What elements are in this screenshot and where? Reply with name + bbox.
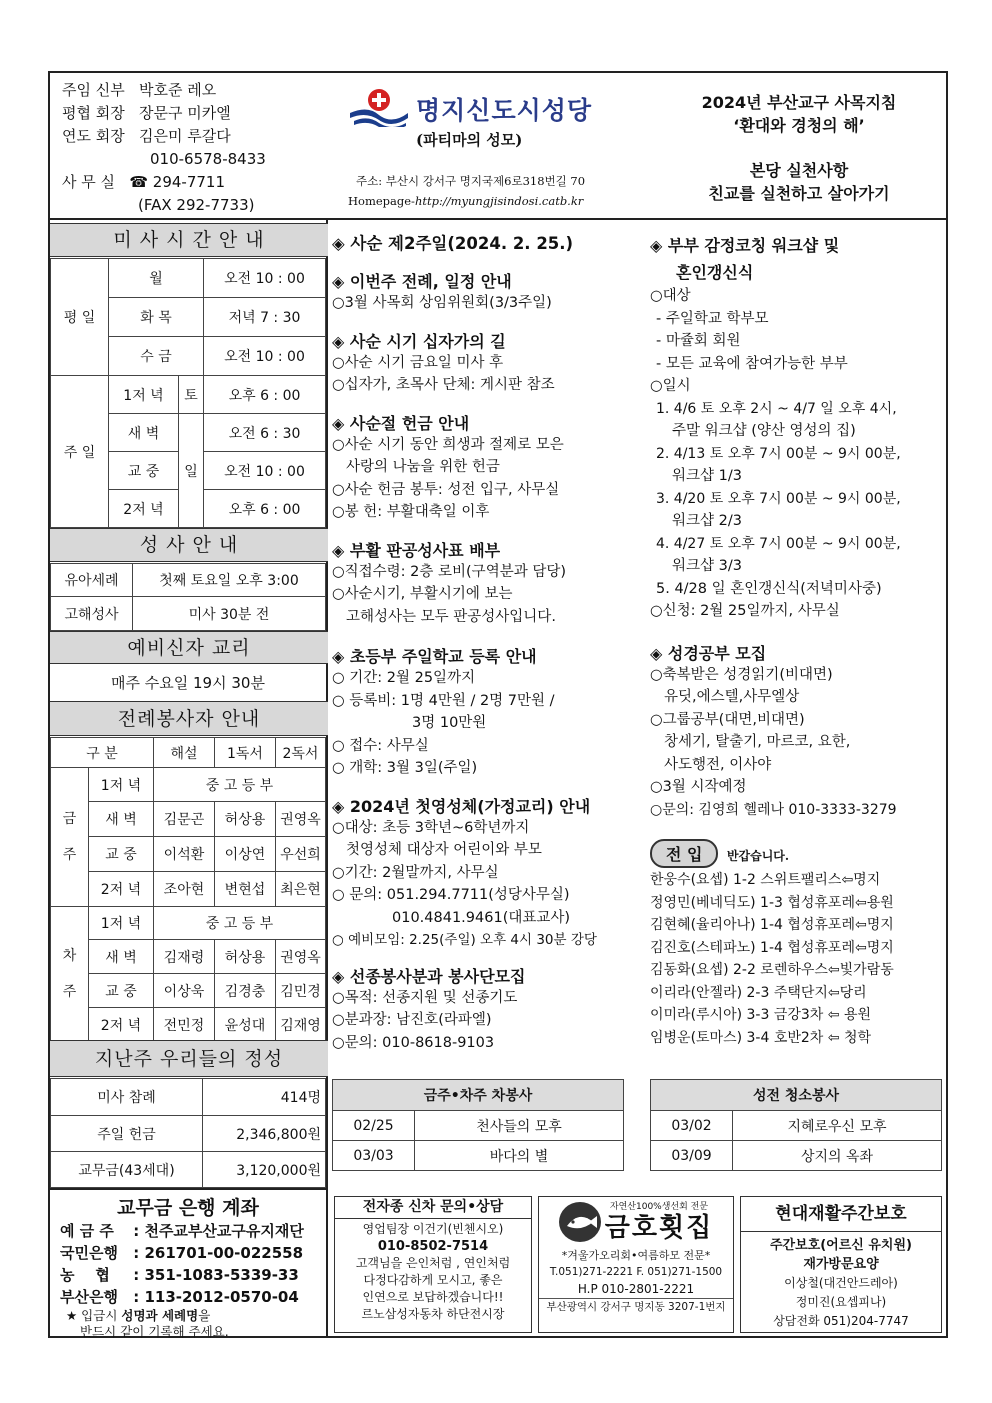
mass-name: 2저 녁: [109, 490, 179, 528]
article-line: 고해성사는 모두 판공성사입니다.: [346, 608, 556, 625]
article-line: 1. 4/6 토 오후 2시 ~ 4/7 일 오후 4시,: [656, 400, 897, 417]
article-line: 워크샵 2/3: [672, 513, 742, 529]
article-line: - 마쥴회 회원: [656, 333, 741, 349]
tea-date: 03/03: [333, 1141, 415, 1171]
article-line: ○기간: 2월말까지, 사무실: [332, 864, 499, 881]
article-line: ○사순 헌금 봉투: 성전 입구, 사무실: [332, 481, 560, 498]
office-row: 사 무 실 ☎ 294-7711: [62, 173, 225, 191]
sacrament-value: 미사 30분 전: [133, 597, 326, 631]
article-line: ○대상: 초등 3학년~6학년까지: [332, 819, 530, 836]
server-name: 김문곤: [153, 802, 214, 837]
server-name: 조아현: [153, 872, 214, 907]
article-title: ◈ 2024년 첫영성체(가정교리) 안내: [332, 796, 591, 816]
ad-line: 재가방문요양: [803, 1257, 879, 1272]
article-line: ○신청: 2월 25일까지, 사무실: [650, 603, 840, 619]
mass-time: 오후 6 : 00: [204, 376, 326, 414]
weekday-label: 평 일: [51, 259, 109, 376]
ad-line: 부산광역시 강서구 명지동 3207-1번지: [539, 1298, 733, 1316]
article-line: ○ 문의: 051.294.7711(성당사무실): [332, 887, 570, 903]
article-line: 3명 10만원: [412, 715, 487, 731]
article-line: ○십자가, 초목사 단체: 게시판 참조: [332, 377, 555, 393]
mass-table: [50, 258, 326, 528]
article-line: - 모든 교육에 참여가능한 부부: [656, 355, 848, 372]
sacrament-title: 성 사 안 내: [50, 528, 328, 562]
mass-day: 화 목: [109, 298, 204, 337]
server-name: 김재영: [275, 1008, 325, 1042]
ad-restaurant: [538, 1196, 734, 1333]
server-name: 이상욱: [153, 974, 214, 1008]
mass-time: 오후 6 : 00: [204, 490, 326, 528]
tea-name: 천사들의 모후: [415, 1111, 624, 1141]
guideline-box: [654, 91, 944, 205]
ad-line: 이상철(대건안드레아): [784, 1276, 898, 1290]
ad-phone: 010-8502-7514: [377, 1239, 489, 1254]
church-name: 명지신도시성당: [416, 96, 593, 125]
ad-car-dealer: [334, 1196, 532, 1333]
newcomer-row: 이리라(안젤라) 2-3 주택단지⇦당리: [650, 984, 867, 1001]
sacrament-name: 고해성사: [51, 597, 133, 631]
newcomer-row: 김진호(스테파노) 1-4 협성휴포레⇦명지: [650, 939, 894, 956]
article-title: ◈ 부활 판공성사표 배부: [332, 540, 501, 560]
article-line: ○ 접수: 사무실: [332, 737, 429, 754]
bank-row: 부산은행 : 113-2012-0570-04: [60, 1288, 299, 1306]
bank-row: 예 금 주 : 천주교부산교구유지재단: [60, 1222, 304, 1240]
server-name: 윤성대: [214, 1008, 275, 1042]
server-mass: 1저 녁: [89, 907, 154, 940]
cleaning-service-title: 성전 청소봉사: [651, 1080, 942, 1111]
catechumen-title: 예비신자 교리: [50, 631, 328, 664]
mass-time: 오전 10 : 00: [204, 259, 326, 298]
article-title: 혼인갱신식: [676, 263, 754, 282]
article-title: ◈ 성경공부 모집: [650, 643, 767, 663]
bulletin-page: [48, 71, 948, 1338]
ad-line: 인연으로 보답하겠습니다!!: [362, 1290, 504, 1304]
cleaning-date: 03/09: [651, 1141, 733, 1171]
mass-weekday: 토: [179, 376, 204, 414]
bank-row: 농 협 : 351-1083-5339-33: [60, 1266, 299, 1284]
bank-row: 국민은행 : 261701-00-022558: [60, 1244, 304, 1262]
ad-title: 전자종 신차 문의•상담: [335, 1197, 531, 1219]
cleaning-name: 지혜로우신 모후: [733, 1111, 942, 1141]
article-line: ○대상: [650, 288, 691, 304]
sacrament-table: [50, 563, 326, 631]
server-name: 최은현: [275, 872, 325, 907]
server-name: 김재령: [153, 940, 214, 974]
sunday-label: 주 일: [51, 376, 109, 528]
mass-time: 오전 10 : 00: [204, 337, 326, 376]
server-name: 허상용: [214, 940, 275, 974]
article-line: ○직접수령: 2층 로비(구역분과 담당): [332, 563, 566, 580]
mass-weekday: 일: [179, 414, 204, 528]
article-line: ○사순 시기 동안 희생과 절제로 모은: [332, 436, 564, 453]
offering-value: 2,346,800원: [203, 1116, 326, 1152]
cleaning-service-table: [650, 1079, 942, 1171]
guideline-slogan: ‘환대와 경청의 해’: [733, 116, 865, 135]
mass-day: 월: [109, 259, 204, 298]
welcome-badge: 전 입: [650, 839, 718, 868]
sacrament-value: 첫째 토요일 오후 3:00: [133, 564, 326, 597]
ad-line: *겨울가오리회•여름하모 전문*: [561, 1249, 711, 1262]
ad-line: H.P 010-2801-2221: [577, 1282, 695, 1296]
staff-row: 주임 신부 박호준 레오: [62, 81, 217, 99]
tea-service-table: [332, 1079, 624, 1171]
article-title: ◈ 사순 시기 십자가의 길: [332, 331, 506, 351]
office-fax: (FAX 292-7733): [138, 196, 255, 214]
article-line: ○일시: [650, 378, 691, 394]
article-title: ◈ 이번주 전례, 일정 안내: [332, 272, 512, 291]
article-line: 5. 4/28 일 혼인갱신식(저녁미사중): [656, 580, 882, 597]
church-address: 주소: 부산시 강서구 명지국제6로318번길 70: [356, 174, 586, 188]
server-header: 2독서: [275, 738, 325, 768]
article-line: 2. 4/13 토 오후 7시 00분 ~ 9시 00분,: [656, 445, 901, 462]
article-line: ○문의: 010-8618-9103: [332, 1034, 495, 1051]
sacrament-name: 유아세례: [51, 564, 133, 597]
mass-time: 오전 10 : 00: [204, 452, 326, 490]
ad-daycare: [740, 1196, 942, 1333]
bank-title: 교무금 은행 계좌: [117, 1197, 259, 1219]
article-line: ○ 개학: 3월 3일(주일): [332, 760, 478, 776]
staff-row: 연도 회장 김은미 루갈다: [62, 127, 231, 145]
server-mass: 교 중: [89, 837, 154, 872]
server-mass: 교 중: [89, 974, 154, 1008]
article-line: ○3월 사목회 상임위원회(3/3주일): [332, 295, 552, 311]
newcomer-row: 정영민(베네딕도) 1-3 협성휴포레⇦용원: [650, 894, 894, 911]
article-title: ◈ 사순절 헌금 안내: [332, 413, 470, 433]
ad-restaurant-name: 금호횟집: [604, 1213, 714, 1243]
cleaning-name: 상지의 옥좌: [733, 1141, 942, 1171]
server-name: 이상연: [214, 837, 275, 872]
article-line: ○축복받은 성경읽기(비대면): [650, 666, 833, 683]
mass-time: 오전 6 : 30: [204, 414, 326, 452]
article-line: ○목적: 선종지원 및 선종기도: [332, 989, 518, 1006]
right-column: [650, 233, 946, 1049]
catechumen-time: 매주 수요일 19시 30분: [111, 674, 265, 692]
mass-time: 저녁 7 : 30: [204, 298, 326, 337]
offering-name: 미사 참례: [51, 1079, 203, 1116]
offering-table: [50, 1078, 326, 1188]
ad-line: 영업팀장 이건기(빈첸시오): [362, 1222, 504, 1236]
article-line: 창세기, 탈출기, 마르코, 요한,: [664, 734, 851, 750]
staff-phone: 010-6578-8433: [150, 150, 266, 168]
server-title: 전례봉사자 안내: [50, 701, 328, 736]
article-line: ○봉 헌: 부활대축일 이후: [332, 504, 490, 520]
bank-box: [50, 1188, 326, 1339]
article-title: ◈ 선종봉사분과 봉사단모집: [332, 966, 526, 986]
article-line: 주말 워크샵 (양산 영성의 집): [672, 423, 856, 439]
fish-logo-icon: [559, 1202, 601, 1242]
mass-title: 미 사 시 간 안 내: [50, 223, 328, 257]
homepage-link[interactable]: http://myungjisindosi.catb.kr: [414, 194, 584, 208]
ad-line: T.051)271-2221 F. 051)271-1500: [549, 1266, 723, 1278]
tea-service-title: 금주•차주 차봉사: [333, 1080, 624, 1111]
header-staff: [62, 79, 292, 217]
practice-text: 친교를 실천하고 살아가기: [708, 184, 890, 203]
ad-line: 정미진(요셉피나): [795, 1295, 887, 1309]
ad-line: 다정다감하게 모시고, 좋은: [363, 1273, 503, 1287]
server-table: [50, 737, 326, 1042]
article-line: 3. 4/20 토 오후 7시 00분 ~ 9시 00분,: [656, 490, 901, 507]
article-line: ○사순시기, 부활시기에 보는: [332, 586, 513, 602]
offering-name: 교무금(43세대): [51, 1152, 203, 1188]
church-homepage[interactable]: Homepage-http://myungjisindosi.catb.kr: [348, 194, 584, 208]
ad-tagline: 자연산100%생선회 전문: [609, 1202, 709, 1212]
ad-line: 주간보호(어르신 유치원): [770, 1238, 912, 1253]
tea-name: 바다의 별: [415, 1141, 624, 1171]
article-line: 사랑의 나눔을 위한 헌금: [346, 459, 500, 475]
server-name: 이석환: [153, 837, 214, 872]
article-line: 사도행전, 이사야: [664, 756, 772, 773]
server-name: 변현섭: [214, 872, 275, 907]
server-mass: 2저 녁: [89, 1008, 154, 1042]
church-logo-icon: [348, 87, 410, 127]
server-merged: 중 고 등 부: [153, 768, 325, 802]
ad-line: 고객님을 은인처럼 , 연인처럼: [355, 1256, 511, 1270]
welcome-header: [650, 839, 946, 867]
ad-title: 현대재활주간보호: [741, 1197, 941, 1232]
article-line: ○사순 시기 금요일 미사 후: [332, 354, 504, 371]
offering-value: 3,120,000원: [203, 1152, 326, 1188]
article-line: 첫영성체 대상자 어린이와 부모: [346, 842, 542, 858]
server-mass: 2저 녁: [89, 872, 154, 907]
article-line: 유딧,에스텔,사무엘상: [664, 689, 800, 705]
server-header: 구 분: [51, 738, 154, 768]
article-line: 워크샵 3/3: [672, 558, 742, 574]
welcome-text: 반갑습니다.: [726, 849, 790, 863]
staff-row: 평협 회장 장문구 미카엘: [62, 104, 231, 122]
article-line: ○ 기간: 2월 25일까지: [332, 670, 476, 686]
article-title: ◈ 부부 감정코칭 워크샵 및: [650, 236, 840, 255]
server-name: 권영옥: [275, 802, 325, 837]
offering-name: 주일 헌금: [51, 1116, 203, 1152]
next-week-label: 차 주: [51, 907, 89, 1042]
offering-value: 414명: [203, 1079, 326, 1116]
article-line: 워크샵 1/3: [672, 468, 742, 484]
server-merged: 중 고 등 부: [153, 907, 325, 940]
newcomer-row: 김현혜(율리아나) 1-4 협성휴포레⇦명지: [650, 917, 894, 933]
cleaning-date: 03/02: [651, 1111, 733, 1141]
sunday-title: ◈ 사순 제2주일(2024. 2. 25.): [332, 234, 574, 253]
middle-column: [332, 230, 642, 1054]
article-line: - 주일학교 학부모: [656, 310, 769, 327]
article-line: ○그룹공부(대면,비대면): [650, 711, 805, 728]
article-line: 010.4841.9461(대표교사): [392, 909, 571, 926]
offering-title: 지난주 우리들의 정성: [50, 1040, 328, 1077]
server-name: 우선희: [275, 837, 325, 872]
mass-name: 새 벽: [109, 414, 179, 452]
newcomer-row: 김동화(요셉) 2-2 로렌하우스⇦빛가람동: [650, 962, 894, 978]
newcomer-row: 이미라(루시아) 3-3 금강3차 ⇦ 용원: [650, 1007, 871, 1023]
server-name: 전민정: [153, 1008, 214, 1042]
tea-date: 02/25: [333, 1111, 415, 1141]
server-header: 해설: [153, 738, 214, 768]
article-line: ○3월 시작예정: [650, 779, 747, 795]
server-name: 권영옥: [275, 940, 325, 974]
server-mass: 1저 녁: [89, 768, 154, 802]
mass-name: 1저 녁: [109, 376, 179, 414]
newcomer-row: 한웅수(요셉) 1-2 스위트팰리스⇦명지: [650, 872, 881, 888]
ad-line: 상담전화 051)204-7747: [773, 1314, 909, 1328]
server-name: 김경충: [214, 974, 275, 1008]
article-line: ○문의: 김영희 헬레나 010-3333-3279: [650, 801, 897, 818]
server-header: 1독서: [214, 738, 275, 768]
bank-note: ★ 입금시 성명과 세례명을 반드시 같이 기록해 주세요.: [66, 1308, 229, 1339]
article-line: 4. 4/27 토 오후 7시 00분 ~ 9시 00분,: [656, 535, 901, 552]
server-name: 허상용: [214, 802, 275, 837]
mass-day: 수 금: [109, 337, 204, 376]
this-week-label: 금 주: [51, 768, 89, 907]
left-column: [50, 220, 328, 1339]
server-name: 김민경: [275, 974, 325, 1008]
newcomer-row: 임병운(토마스) 3-4 호반2차 ⇦ 청학: [650, 1029, 871, 1046]
server-mass: 새 벽: [89, 802, 154, 837]
mass-name: 교 중: [109, 452, 179, 490]
practice-title: 본당 실천사항: [749, 161, 849, 180]
article-line: ○ 예비모임: 2.25(주일) 오후 4시 30분 강당: [332, 932, 597, 948]
article-title: ◈ 초등부 주일학교 등록 안내: [332, 647, 537, 666]
church-subtitle: (파티마의 성모): [416, 131, 523, 149]
server-mass: 새 벽: [89, 940, 154, 974]
article-line: ○분과장: 남진호(라파엘): [332, 1012, 492, 1028]
ad-line: 르노삼성자동차 하단전시장: [361, 1307, 505, 1321]
guideline-title: 2024년 부산교구 사목지침: [701, 93, 897, 112]
article-line: ○ 등록비: 1명 4만원 / 2명 7만원 /: [332, 692, 555, 709]
